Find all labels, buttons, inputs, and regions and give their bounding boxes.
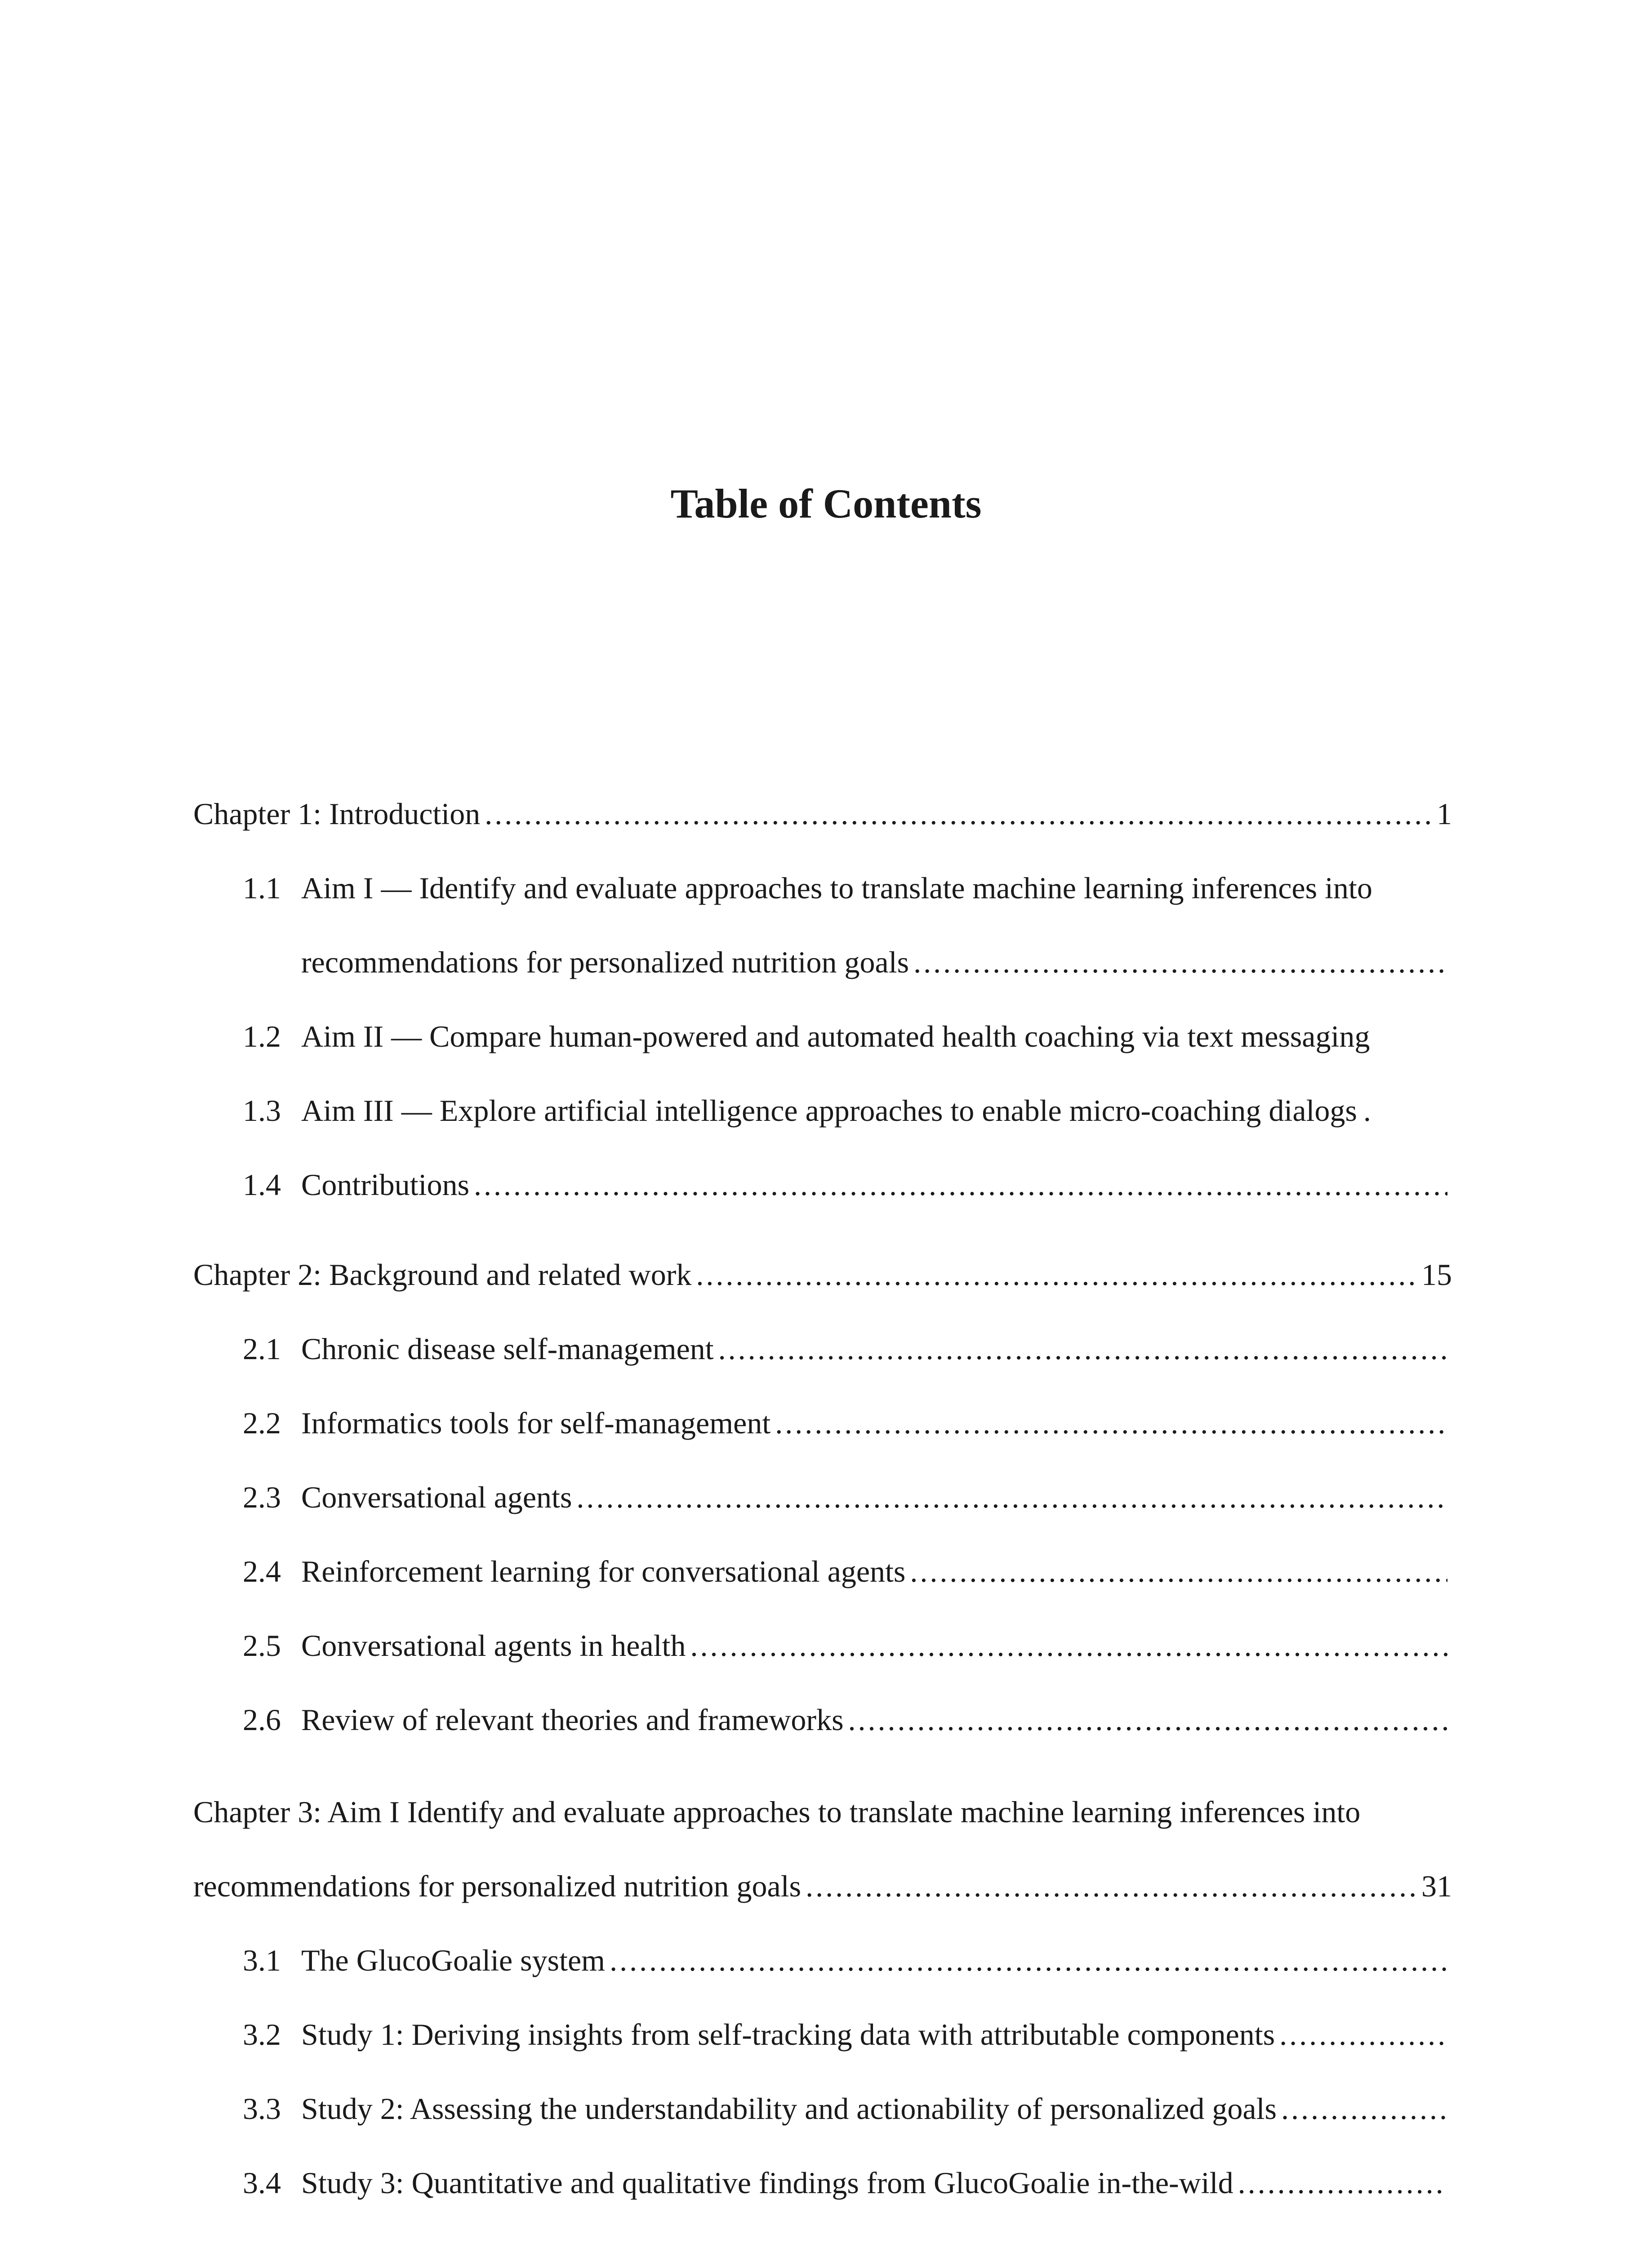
toc-section-2-6[interactable] <box>243 1699 1447 1740</box>
toc-section-number: 1.2 <box>243 1019 281 1053</box>
dot-leader <box>806 1866 1415 1906</box>
dot-leader <box>485 794 1430 834</box>
toc-section-1-1[interactable] <box>243 868 1447 908</box>
toc-section-2-3[interactable] <box>243 1477 1447 1517</box>
dot-leader <box>913 942 1447 982</box>
toc-page-number: 31 <box>1421 1869 1452 1903</box>
toc-section-number: 2.6 <box>243 1703 281 1737</box>
toc-chapter-label: Chapter 3: Aim I Identify and evaluate approaches to translate machine learning inferences into <box>193 1795 1361 1829</box>
dot-leader <box>718 1329 1447 1369</box>
toc-chapter-label: Chapter 1: Introduction <box>193 797 481 831</box>
toc-section-number: 3.2 <box>243 2017 281 2052</box>
dot-leader <box>775 1403 1447 1443</box>
toc-section-label: The GlucoGoalie system <box>301 1943 606 1977</box>
toc-section-label: Chronic disease self-management <box>301 1332 714 1366</box>
toc-page-number: 1 <box>1437 797 1452 831</box>
toc-chapter-3[interactable] <box>193 1792 1452 1832</box>
dot-leader <box>1279 2014 1447 2055</box>
toc-section-label: Aim III — Explore artificial intelligence approaches to enable micro-coaching dialogs <box>301 1093 1357 1128</box>
toc-section-number: 2.5 <box>243 1628 281 1663</box>
toc-section-label: Review of relevant theories and frameworks <box>301 1703 844 1737</box>
toc-section-number: 2.4 <box>243 1554 281 1588</box>
toc-section-1-4[interactable] <box>243 1164 1447 1205</box>
toc-section-label-continued: recommendations for personalized nutrition goals <box>301 945 909 979</box>
toc-section-number: 2.2 <box>243 1406 281 1440</box>
toc-section-label: Conversational agents <box>301 1480 572 1514</box>
toc-section-number: 1.4 <box>243 1168 281 1202</box>
toc-section-number: 3.1 <box>243 1943 281 1977</box>
dot-leader <box>910 1551 1447 1592</box>
toc-section-label: Aim II — Compare human-powered and automated health coaching via text messaging <box>301 1019 1370 1053</box>
toc-section-number: 2.1 <box>243 1332 281 1366</box>
toc-section-label: Reinforcement learning for conversational agents <box>301 1554 906 1588</box>
dot-leader <box>848 1699 1447 1740</box>
toc-section-number: 1.1 <box>243 871 281 905</box>
toc-section-2-4[interactable] <box>243 1551 1447 1592</box>
toc-section-2-2[interactable] <box>243 1403 1447 1443</box>
dot-leader <box>610 1940 1447 1980</box>
toc-section-number: 2.3 <box>243 1480 281 1514</box>
toc-section-1-2[interactable] <box>243 1016 1447 1057</box>
toc-chapter-label: Chapter 2: Background and related work <box>193 1258 692 1292</box>
toc-section-number: 3.4 <box>243 2166 281 2200</box>
toc-section-2-1[interactable] <box>243 1329 1447 1369</box>
toc-section-label: Informatics tools for self-management <box>301 1406 771 1440</box>
dot-leader <box>474 1164 1447 1205</box>
toc-section-2-5[interactable] <box>243 1625 1447 1666</box>
toc-section-3-4[interactable] <box>243 2163 1447 2203</box>
toc-section-3-2[interactable] <box>243 2014 1447 2055</box>
toc-section-label: Contributions <box>301 1168 470 1202</box>
toc-chapter-2[interactable] <box>193 1254 1452 1295</box>
toc-chapter-label-continued: recommendations for personalized nutrition goals <box>193 1869 802 1903</box>
toc-page-number: 15 <box>1421 1258 1452 1292</box>
toc-chapter-1[interactable] <box>193 794 1452 834</box>
dot-leader <box>1238 2163 1447 2203</box>
dot-leader <box>696 1254 1415 1295</box>
toc-section-3-3[interactable] <box>243 2088 1447 2129</box>
toc-section-label: Study 3: Quantitative and qualitative findings from GlucoGoalie in-the-wild <box>301 2166 1233 2200</box>
page-title: Table of Contents <box>670 481 982 526</box>
toc-section-1-1-continued[interactable] <box>301 942 1447 982</box>
toc-section-1-3[interactable] <box>243 1090 1447 1131</box>
toc-section-3-1[interactable] <box>243 1940 1447 1980</box>
toc-chapter-3-continued[interactable] <box>193 1866 1452 1906</box>
toc-section-label: Study 1: Deriving insights from self-tracking data with attributable components <box>301 2017 1275 2052</box>
dot-leader <box>690 1625 1447 1666</box>
toc-section-number: 1.3 <box>243 1093 281 1128</box>
dot-leader <box>576 1477 1447 1517</box>
toc-section-label: Study 2: Assessing the understandability and actionability of personalized goals <box>301 2092 1277 2126</box>
dot-leader <box>1281 2088 1447 2129</box>
toc-section-label: Aim I — Identify and evaluate approaches to translate machine learning inferences into <box>301 871 1372 905</box>
toc-section-number: 3.3 <box>243 2092 281 2126</box>
toc-section-label: Conversational agents in health <box>301 1628 686 1663</box>
dot-leader-short: . <box>1363 1093 1371 1128</box>
